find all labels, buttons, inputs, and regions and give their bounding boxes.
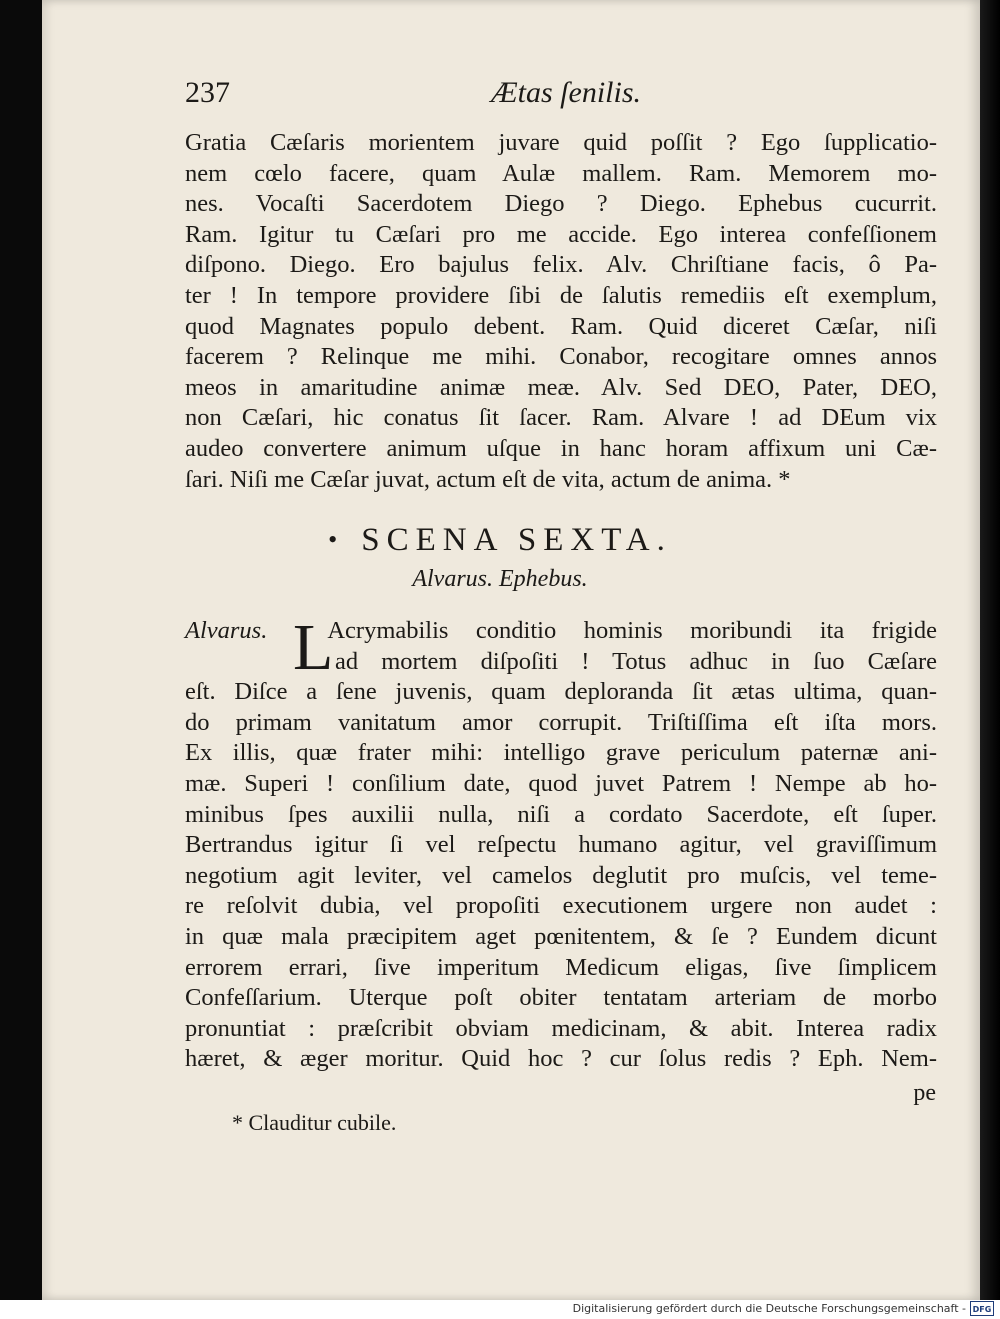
text-line: meos in amaritudine animæ meæ. Alv. Sed DEO, Pater, DEO, — [185, 373, 937, 401]
text-line: Bertrandus igitur ſi vel reſpectu humano agitur, vel graviſſimum — [185, 831, 937, 859]
text-line: quod Magnates populo debent. Ram. Quid diceret Cæſar, niſi — [185, 312, 937, 340]
drop-capital: L — [293, 611, 334, 684]
scene-heading — [0, 522, 1000, 559]
text-line: do primam vanitatum amor corrupit. Triſtiſſima eſt iſta mors. — [185, 708, 937, 736]
scene-title-text: SCENA SEXTA. — [361, 522, 672, 558]
footnote: * Clauditur cubile. — [232, 1110, 397, 1135]
text-line: nem cœlo facere, quam Aulæ mallem. Ram. Memorem mo- — [185, 159, 937, 187]
digitization-credit: Digitalisierung gefördert durch die Deutsche Forschungsgemeinschaft - — [572, 1302, 966, 1315]
text-line: pronuntiat : præſcribit obviam medicinam, & abit. Interea radix — [185, 1014, 937, 1042]
catchword: pe — [913, 1080, 936, 1106]
text-line: hæret, & æger moritur. Quid hoc ? cur ſolus redis ? Eph. Nem- — [185, 1045, 937, 1073]
text-line: re reſolvit dubia, vel propoſiti executionem urgere non audet : — [185, 892, 937, 920]
text-line: Ex illis, quæ frater mihi: intelligo grave periculum paternæ ani- — [185, 739, 937, 767]
text-line: ſari. Niſi me Cæſar juvat, actum eſt de vita, actum de anima. * — [185, 465, 791, 493]
text-line: eſt. Diſce a ſene juvenis, quam deploranda ſit ætas ultima, quan- — [185, 678, 937, 706]
ornament-dot: • — [328, 525, 338, 554]
page-number: 237 — [185, 76, 230, 109]
text-line: non Cæſari, hic conatus ſit ſacer. Ram. Alvare ! ad DEum vix — [185, 404, 937, 432]
text-block-2 — [185, 611, 937, 1075]
text-line-second: ad mortem diſpoſiti ! Totus adhuc in ſuo Cæſare — [335, 647, 937, 675]
page-edge-shadow — [980, 0, 1000, 1300]
running-title: Ætas ſenilis. — [491, 76, 642, 109]
first-line-text: Acrymabilis conditio hominis moribundi ita frigide — [327, 617, 937, 644]
text-line: errorem errari, ſive imperitum Medicum eligas, ſive ſimplicem — [185, 953, 937, 981]
text-block-1 — [185, 128, 937, 495]
scene-persons: Alvarus. Ephebus. — [412, 566, 588, 592]
text-line: Gratia Cæſaris morientem juvare quid poſſit ? Ego ſupplicatio- — [185, 129, 937, 156]
text-line: diſpono. Diego. Ero bajulus felix. Alv. Chriſtiane facis, ô Pa- — [185, 251, 937, 279]
text-line: nes. Vocaſti Sacerdotem Diego ? Diego. Ephebus cucurrit. — [185, 190, 937, 218]
text-line: mæ. Superi ! conſilium date, quod juvet Patrem ! Nempe ab ho- — [185, 769, 937, 797]
text-line: Confeſſarium. Uterque poſt obiter tentatam arteriam de morbo — [185, 984, 937, 1012]
text-line: ter ! In tempore providere ſibi de ſalutis remediis eſt exemplum, — [185, 281, 937, 309]
text-line: negotium agit leviter, vel camelos deglutit pro muſcis, vel teme- — [185, 861, 937, 889]
text-line: Ram. Igitur tu Cæſari pro me accide. Ego interea confeſſionem — [185, 220, 937, 248]
dfg-logo-icon: DFG — [970, 1301, 994, 1316]
text-line: in quæ mala præcipitem aget pœnitentem, & ſe ? Eundem dicunt — [185, 922, 937, 950]
text-line: audeo convertere animum uſque in hanc horam affixum uni Cæ- — [185, 434, 937, 462]
text-line: minibus ſpes auxilii nulla, niſi a cordato Sacerdote, eſt ſuper. — [185, 800, 937, 828]
text-line: facerem ? Relinque me mihi. Conabor, recogitare omnes annos — [185, 343, 937, 371]
credit-bar — [0, 1300, 1000, 1319]
speaker-name: Alvarus. — [185, 617, 268, 644]
page-header — [185, 76, 935, 116]
